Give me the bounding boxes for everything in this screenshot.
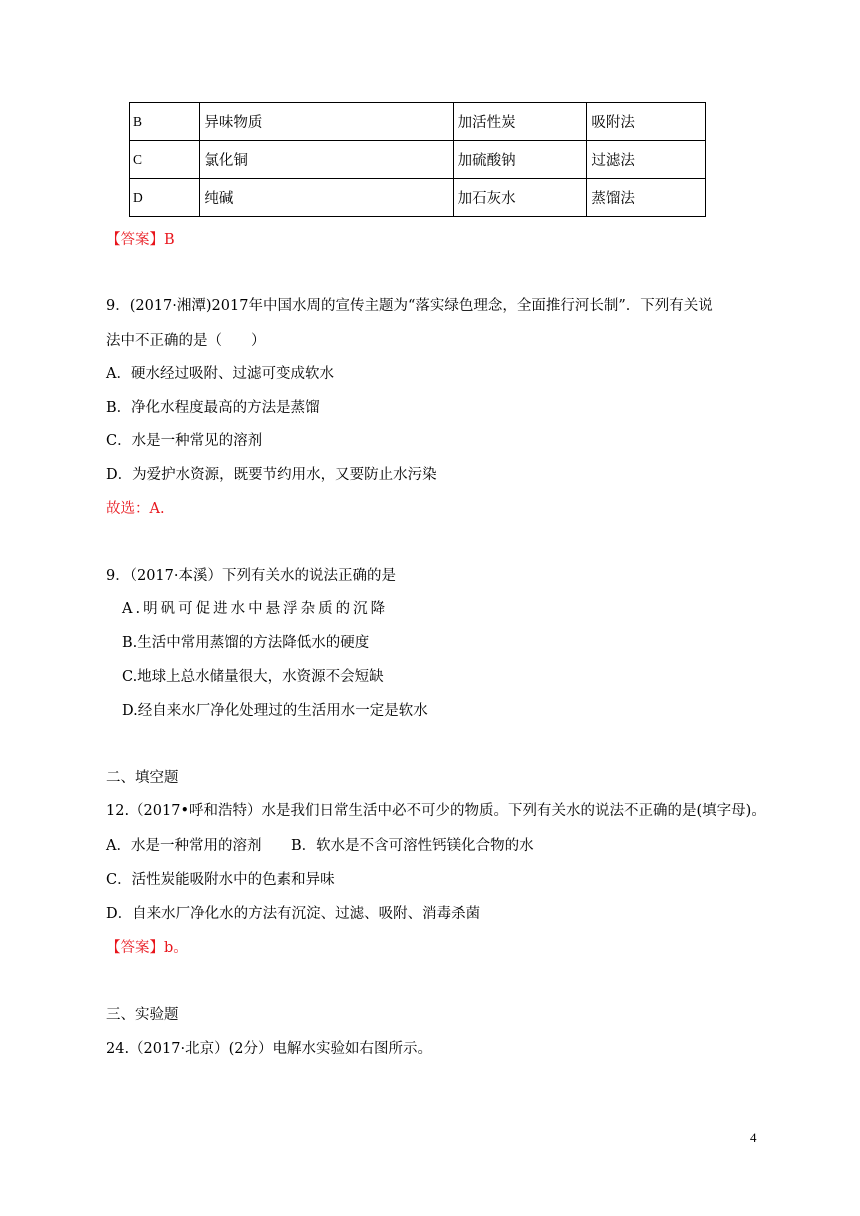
q9a-option-a: A．硬水经过吸附、过滤可变成软水 (106, 366, 334, 382)
q9a-stem-line1: 9．(2017·湘潭)2017年中国水周的宣传主题为“落实绿色理念，全面推行河长制”．下列有关说 (106, 298, 713, 314)
section-experiment: 三、实验题 (106, 1007, 179, 1023)
q9a-option-b: B．净化水程度最高的方法是蒸馏 (106, 400, 320, 416)
q12-option-b: B．软水是不含可溶性钙镁化合物的水 (291, 838, 534, 854)
q9b-option-a: A.明矾可促进水中悬浮杂质的沉降 (122, 601, 389, 617)
table-cell: 加石灰水 (453, 179, 587, 217)
q9b-stem: 9．（2017·本溪）下列有关水的说法正确的是 (106, 568, 396, 584)
q24-stem: 24.（2017·北京）(2分）电解水实验如右图所示。 (106, 1041, 432, 1057)
q9a-answer: 故选：A. (106, 501, 165, 517)
q12-option-c: C．活性炭能吸附水中的色素和异味 (106, 872, 335, 888)
table-row (130, 103, 706, 141)
table-cell: B (130, 103, 200, 141)
table-row (130, 141, 706, 179)
table-cell: 加活性炭 (453, 103, 587, 141)
page-number: 4 (750, 1130, 757, 1145)
q12-answer: 【答案】b。 (106, 940, 188, 956)
table-cell: 蒸馏法 (587, 179, 706, 217)
table-cell: 异味物质 (200, 103, 453, 141)
answer-prev: 【答案】B (106, 232, 175, 248)
q9a-option-c: C．水是一种常见的溶剂 (106, 433, 263, 449)
q9b-option-d: D.经自来水厂净化处理过的生活用水一定是软水 (122, 703, 428, 719)
q12-option-d: D．自来水厂净化水的方法有沉淀、过滤、吸附、消毒杀菌 (106, 906, 481, 922)
table-row (130, 179, 706, 217)
q12-stem: 12.（2017•呼和浩特）水是我们日常生活中必不可少的物质。下列有关水的说法不正确的是(填字母)。 (106, 803, 766, 819)
table-cell: 加硫酸钠 (453, 141, 587, 179)
table-cell: 氯化铜 (200, 141, 453, 179)
q12-option-a: A．水是一种常用的溶剂 (106, 838, 262, 854)
table-cell: 纯碱 (200, 179, 453, 217)
table-cell: 过滤法 (587, 141, 706, 179)
options-table (129, 102, 706, 217)
q9b-option-b: B.生活中常用蒸馏的方法降低水的硬度 (122, 635, 370, 651)
table-cell: D (130, 179, 200, 217)
options-table-body (130, 103, 706, 217)
section-fill-in: 二、填空题 (106, 770, 179, 786)
q9a-option-d: D．为爱护水资源，既要节约用水，又要防止水污染 (106, 467, 437, 483)
q9b-option-c: C.地球上总水储量很大，水资源不会短缺 (122, 669, 384, 685)
q9a-stem-line2: 法中不正确的是（ ） (106, 333, 266, 349)
table-cell: 吸附法 (587, 103, 706, 141)
table-cell: C (130, 141, 200, 179)
